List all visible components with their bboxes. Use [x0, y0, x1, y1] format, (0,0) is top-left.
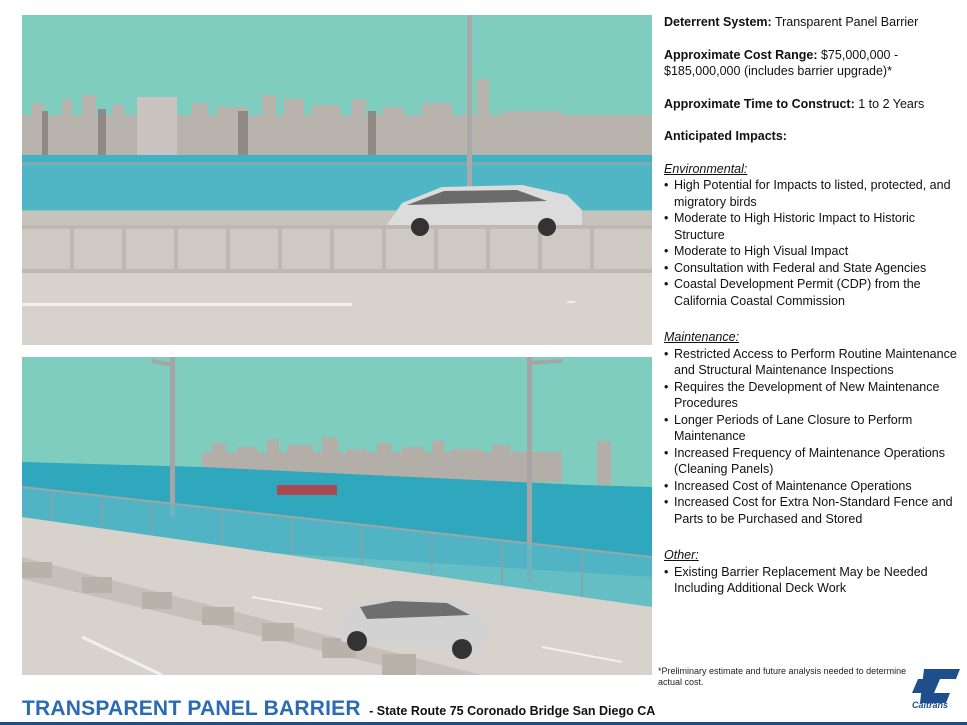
other-list [664, 564, 964, 597]
list-item: • Increased Cost of Maintenance Operations [664, 478, 964, 495]
list-item: • Increased Frequency of Maintenance Operations (Cleaning Panels) [664, 445, 964, 478]
maintenance-list [664, 346, 964, 528]
list-item: • Moderate to High Visual Impact [664, 243, 964, 260]
rendering-top [22, 15, 652, 345]
info-panel [664, 14, 964, 597]
environmental-list [664, 177, 964, 309]
footer-title: TRANSPARENT PANEL BARRIER [22, 697, 361, 720]
list-item: • High Potential for Impacts to listed, protected, and migratory birds [664, 177, 964, 210]
list-item: • Increased Cost for Extra Non-Standard Fence and Parts to be Purchased and Stored [664, 494, 964, 527]
impacts-heading: Anticipated Impacts: [664, 129, 787, 143]
maintenance-title: Maintenance: [664, 330, 740, 344]
list-item: • Existing Barrier Replacement May be Needed Including Additional Deck Work [664, 564, 964, 597]
list-item: • Restricted Access to Perform Routine Maintenance and Structural Maintenance Inspections [664, 346, 964, 379]
rendering-bottom [22, 357, 652, 675]
footer [22, 697, 655, 721]
deterrent-line: Deterrent System: Transparent Panel Barrier [664, 15, 919, 29]
footer-subtitle: - State Route 75 Coronado Bridge San Diego CA [369, 704, 656, 718]
other-title: Other: [664, 548, 699, 562]
list-item: • Longer Periods of Lane Closure to Perform Maintenance [664, 412, 964, 445]
footnote: *Preliminary estimate and future analysis needed to determine actual cost. [658, 666, 907, 687]
list-item: • Consultation with Federal and State Agencies [664, 260, 964, 277]
logo-text: Caltrans [912, 700, 949, 710]
environmental-title: Environmental: [664, 161, 748, 176]
cost-line: Approximate Cost Range: $75,000,000 - $185,000,000 (includes barrier upgrade)* [664, 47, 899, 78]
list-item: • Moderate to High Historic Impact to Historic Structure [664, 210, 964, 243]
time-line: Approximate Time to Construct: 1 to 2 Years [664, 96, 925, 111]
list-item: • Coastal Development Permit (CDP) from the California Coastal Commission [664, 276, 964, 309]
list-item: • Requires the Development of New Maintenance Procedures [664, 379, 964, 412]
